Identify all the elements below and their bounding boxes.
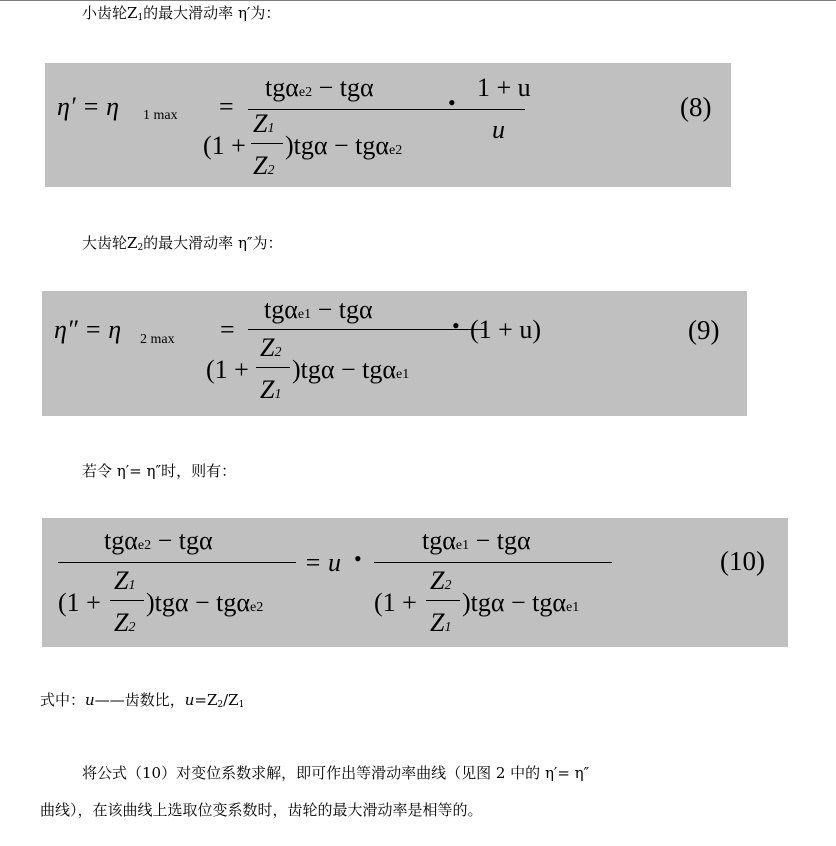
top-rule [0, 0, 836, 1]
eq10-r-num: tgαe1 − tgα [422, 526, 531, 555]
eq10-l-zfrac-bar [110, 600, 144, 601]
eq10-l-den-open: (1 + [58, 588, 101, 617]
paragraph-small-gear [82, 3, 280, 28]
p4-a: 式中： [40, 691, 86, 709]
eq8-number: (8) [680, 92, 712, 122]
p4-sub2: 2 [217, 700, 224, 710]
eq10-l-zfrac-num: Z1 [114, 566, 136, 595]
eq10-l-num: tgαe2 − tgα [104, 526, 213, 555]
eq10-number: (10) [720, 546, 765, 576]
eq8-f2-bar [475, 109, 525, 110]
p4-b: ——齿数比， [94, 691, 185, 709]
eq9-num: tgαe1 − tgα [264, 295, 373, 324]
eq10-l-zfrac-den: Z2 [114, 608, 136, 637]
p1-tail: 的最大滑动率 η′为： [143, 4, 281, 22]
eq8-zfrac-num: Z1 [253, 109, 275, 138]
p4-u2: u [184, 691, 195, 709]
paragraph-solution-line2 [40, 800, 483, 820]
eq8-zfrac-den: Z2 [253, 151, 275, 180]
p2-text: 大齿轮Z [82, 234, 138, 252]
eq10-r-bar [374, 562, 612, 563]
eq9-den-open: (1 + [206, 355, 249, 384]
eq8-equals: = [219, 92, 234, 121]
eq8-zfrac-bar [251, 143, 283, 144]
eq8-dot: • [448, 90, 456, 115]
eq8-lhs-sub: 1 max [143, 108, 178, 123]
p2-tail: 的最大滑动率 η″为： [143, 234, 283, 252]
eq10-r-zfrac-num: Z2 [430, 566, 452, 595]
eq9-lhs: η″ = η [54, 315, 122, 344]
paragraph-condition [82, 461, 236, 481]
eq10-mid: = u [304, 548, 342, 577]
eq10-r-den-tail: )tgα − tgαe1 [462, 588, 580, 617]
eq9-lhs-sub: 2 max [140, 332, 175, 347]
p4-u: u [85, 691, 95, 709]
equation-9-box [42, 291, 747, 416]
paragraph-solution-line1 [82, 763, 589, 783]
p1-text: 小齿轮Z [82, 4, 138, 22]
eq8-den-tail: )tgα − tgαe2 [285, 131, 403, 160]
eq8-f2-num: 1 + u [477, 73, 531, 102]
eq8-f2-den: u [492, 115, 505, 144]
eq9-zfrac-bar [256, 367, 290, 368]
eq9-tail: (1 + u) [470, 315, 541, 344]
paragraph-large-gear [82, 233, 283, 258]
p3-text: 若令 η′= η″时，则有： [82, 462, 237, 480]
p1-sub: 1 [137, 13, 144, 23]
eq10-l-bar [58, 562, 296, 563]
eq9-zfrac-den: Z1 [260, 375, 282, 404]
eq10-r-zfrac-bar [426, 600, 460, 601]
p2-sub: 2 [137, 243, 144, 253]
p4-d: /Z [223, 691, 239, 709]
eq9-fraction-bar [248, 329, 486, 330]
eq8-num: tgαe2 − tgα [265, 73, 374, 102]
p5-line2: 曲线），在该曲线上选取位变系数时，齿轮的最大滑动率是相等的。 [40, 801, 483, 819]
p5-line1: 将公式（10）对变位系数求解，即可作出等滑动率曲线（见图 2 中的 η′= η″ [82, 764, 590, 782]
eq9-zfrac-num: Z2 [260, 333, 282, 362]
eq9-number: (9) [688, 315, 720, 345]
p4-c: =Z [194, 691, 218, 709]
paragraph-definition [40, 690, 244, 715]
eq9-den-tail: )tgα − tgαe1 [292, 355, 410, 384]
equation-8-box [45, 63, 731, 187]
eq9-equals: = [220, 315, 235, 344]
equation-10-box [42, 518, 788, 647]
eq10-r-den-open: (1 + [374, 588, 417, 617]
eq8-den-open: (1 + [203, 131, 246, 160]
eq10-r-zfrac-den: Z1 [430, 608, 452, 637]
p4-sub1: 1 [238, 700, 245, 710]
eq8-lhs: η′ = η [57, 92, 120, 121]
eq9-dot: • [452, 313, 460, 338]
eq10-dot: • [354, 546, 362, 571]
eq10-l-den-tail: )tgα − tgαe2 [146, 588, 264, 617]
